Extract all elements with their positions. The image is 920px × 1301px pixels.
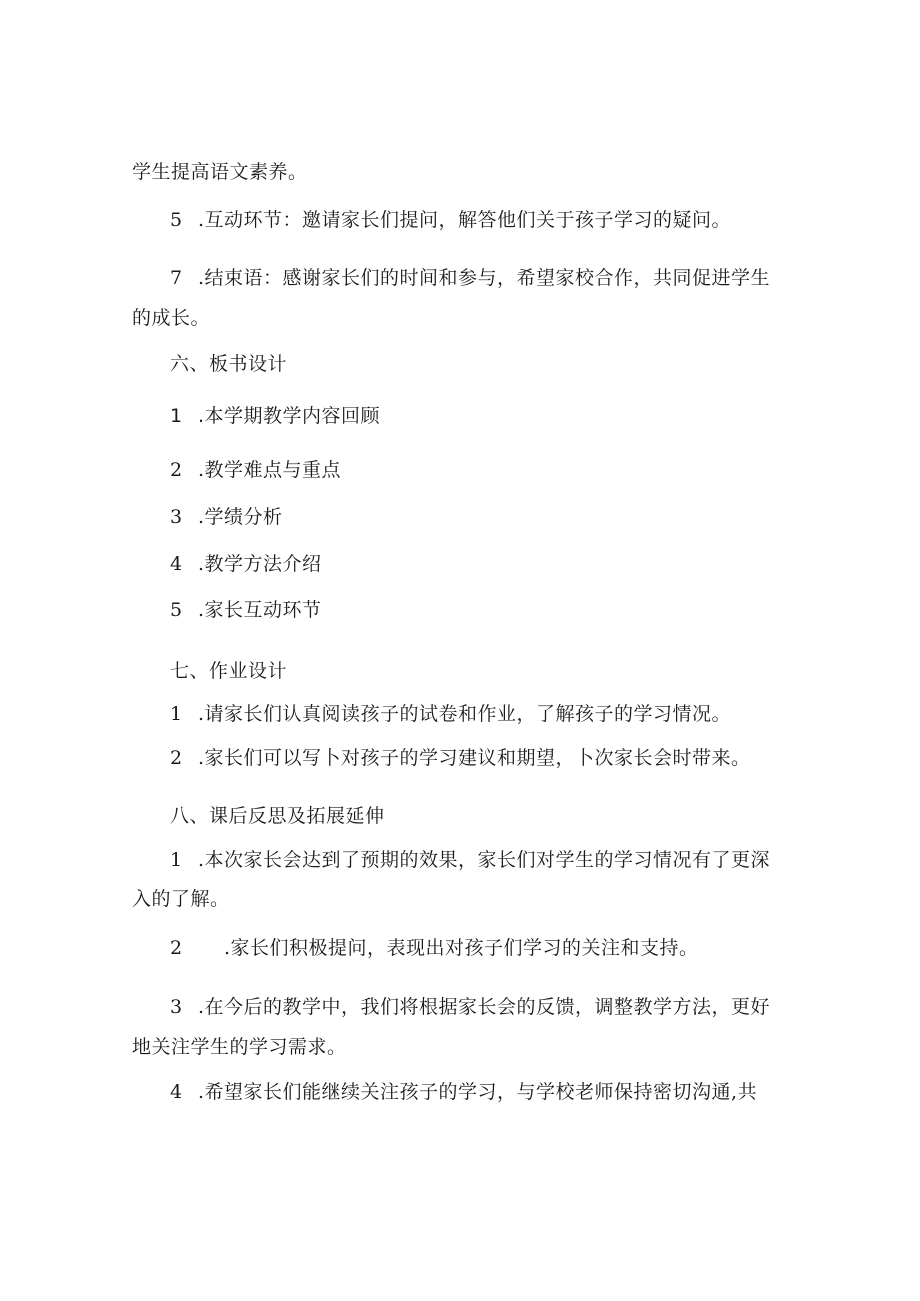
- list-number: 3: [170, 506, 183, 528]
- list-text: .互动环节：邀请家长们提问，解答他们关于孩子学习的疑问。: [198, 209, 732, 231]
- list-number: 5: [170, 209, 183, 231]
- list-text: .在今后的教学中，我们将根据家长会的反馈，调整教学方法，更好: [198, 996, 771, 1018]
- list-number: 2: [170, 937, 183, 959]
- list-text: .家长们可以写卜对孩子的学习建议和期望，卜次家长会时带来。: [198, 747, 751, 769]
- list-number: 7: [170, 267, 183, 289]
- list-number: 1: [170, 849, 183, 871]
- section-heading-8: 八、课后反思及拓展延伸: [170, 805, 385, 827]
- list-text: .家长互动环节: [198, 599, 322, 621]
- list-number: 4: [170, 553, 183, 575]
- list-number: 1: [170, 405, 183, 427]
- list-text: .本学期教学内容回顾: [198, 405, 381, 427]
- list-number: 2: [170, 459, 183, 481]
- list-number: 1: [170, 703, 183, 725]
- list-number: 5: [170, 599, 183, 621]
- board-item-3: [170, 505, 283, 529]
- list-number: 4: [170, 1081, 183, 1103]
- board-item-1: [170, 404, 380, 428]
- list-number: 3: [170, 996, 183, 1018]
- list-text: .请家长们认真阅读孩子的试卷和作业，了解孩子的学习情况。: [198, 703, 732, 725]
- section-heading-6: 六、板书设计: [170, 353, 288, 375]
- list-item-5-interaction: [170, 208, 731, 232]
- homework-item-1: [170, 702, 731, 726]
- board-item-4: [170, 552, 322, 576]
- reflection-item-4: [170, 1080, 757, 1104]
- list-text: .教学难点与重点: [198, 459, 342, 481]
- homework-item-2: [170, 746, 751, 770]
- section-heading-7: 七、作业设计: [170, 660, 288, 682]
- reflection-item-1: [170, 848, 770, 872]
- list-text: .教学方法介绍: [198, 553, 322, 575]
- board-item-2: [170, 458, 341, 482]
- reflection-item-2: [170, 936, 699, 960]
- list-text-continuation: 入的了解。: [132, 888, 230, 910]
- list-number: 2: [170, 747, 183, 769]
- list-text-continuation: 的成长。: [132, 307, 211, 329]
- list-text-continuation: 地关注学生的学习需求。: [132, 1036, 347, 1058]
- list-text: .学绩分析: [198, 506, 283, 528]
- list-text: .家长们积极提问，表现出对孩子们学习的关注和支持。: [224, 937, 699, 959]
- paragraph-continuation: 学生提高语文素养。: [132, 161, 308, 183]
- list-item-7-closing: [170, 266, 770, 290]
- reflection-item-3: [170, 995, 770, 1019]
- list-text: .结束语：感谢家长们的时间和参与，希望家校合作，共同促进学生: [198, 267, 771, 289]
- list-text: .本次家长会达到了预期的效果，家长们对学生的学习情况有了更深: [198, 849, 771, 871]
- board-item-5: [170, 598, 322, 622]
- list-text: .希望家长们能继续关注孩子的学习，与学校老师保持密切沟通,共: [198, 1081, 758, 1103]
